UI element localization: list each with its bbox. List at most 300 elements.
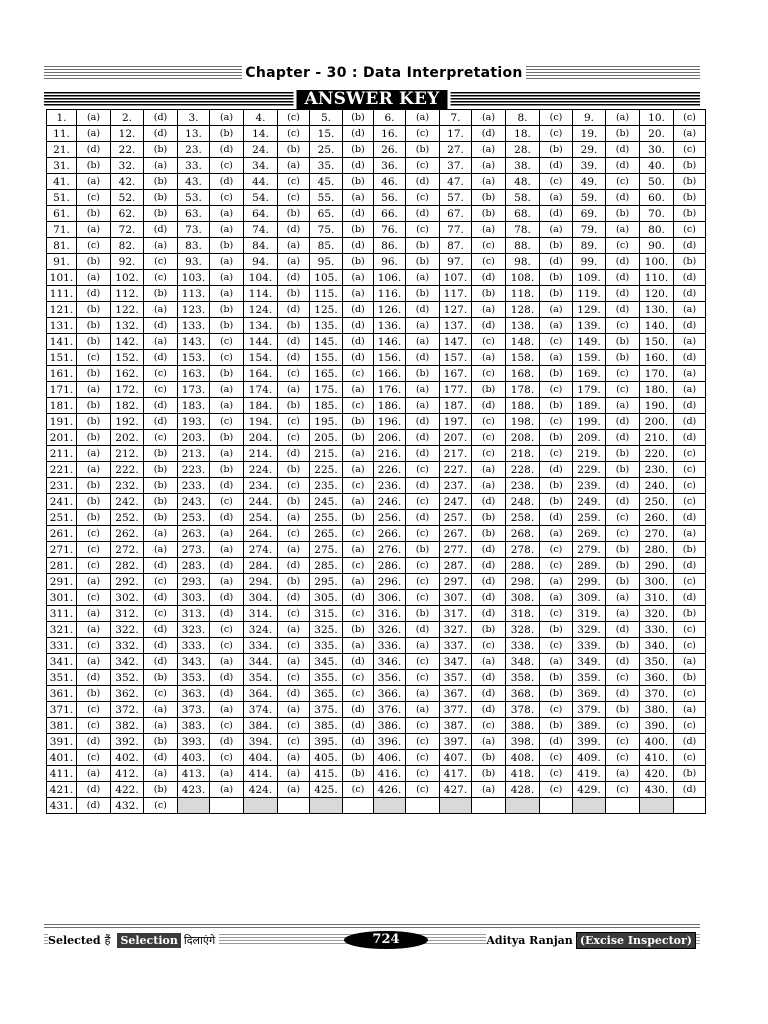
answer-option: (b) (210, 238, 244, 254)
question-number: 145. (310, 334, 343, 350)
answer-option: (d) (144, 750, 178, 766)
question-number: 368. (506, 686, 540, 702)
answer-option: (d) (540, 206, 573, 222)
question-number: 324. (244, 622, 278, 638)
question-number: 336. (374, 638, 406, 654)
answer-option: (a) (540, 590, 573, 606)
answer-row (47, 654, 706, 670)
footer-author (486, 931, 696, 949)
answer-option: (d) (343, 734, 374, 750)
answer-option: (c) (210, 190, 244, 206)
question-number: 227. (440, 462, 472, 478)
question-number: 181. (47, 398, 77, 414)
question-number: 84. (244, 238, 278, 254)
answer-option: (b) (472, 750, 506, 766)
question-number: 419. (573, 766, 606, 782)
question-number: 224. (244, 462, 278, 478)
question-number: 58. (506, 190, 540, 206)
question-number: 190. (640, 398, 674, 414)
answer-option: (b) (472, 382, 506, 398)
question-number: 301. (47, 590, 77, 606)
answer-option: (d) (144, 414, 178, 430)
question-number: 15. (310, 126, 343, 142)
answer-option: (c) (540, 382, 573, 398)
question-number: 288. (506, 558, 540, 574)
answer-option: (c) (540, 558, 573, 574)
question-number: 267. (440, 526, 472, 542)
question-number: 116. (374, 286, 406, 302)
answer-option: (c) (343, 782, 374, 798)
answer-option: (a) (77, 766, 111, 782)
answer-option: (a) (674, 526, 706, 542)
answer-option: (d) (472, 126, 506, 142)
question-number: 351. (47, 670, 77, 686)
question-number: 270. (640, 526, 674, 542)
question-number: 425. (310, 782, 343, 798)
answer-option: (c) (606, 782, 640, 798)
question-number: 255. (310, 510, 343, 526)
question-number: 199. (573, 414, 606, 430)
question-number: 408. (506, 750, 540, 766)
answer-option: (c) (674, 142, 706, 158)
question-number: 275. (310, 542, 343, 558)
answer-row (47, 446, 706, 462)
question-number: 348. (506, 654, 540, 670)
answer-option: (c) (210, 622, 244, 638)
question-number: 21. (47, 142, 77, 158)
answer-option (406, 798, 440, 814)
question-number: 61. (47, 206, 77, 222)
answer-option: (d) (674, 414, 706, 430)
question-number: 30. (640, 142, 674, 158)
answer-option: (b) (343, 622, 374, 638)
answer-row (47, 302, 706, 318)
answer-option: (c) (540, 174, 573, 190)
question-number: 416. (374, 766, 406, 782)
question-number: 162. (111, 366, 144, 382)
question-number: 239. (573, 478, 606, 494)
question-number: 179. (573, 382, 606, 398)
answer-option: (c) (406, 462, 440, 478)
question-number: 413. (178, 766, 210, 782)
answer-option: (d) (343, 334, 374, 350)
question-number: 337. (440, 638, 472, 654)
answer-option (278, 798, 310, 814)
question-number: 390. (640, 718, 674, 734)
question-number: 71. (47, 222, 77, 238)
answer-row (47, 350, 706, 366)
question-number: 212. (111, 446, 144, 462)
answer-option: (c) (472, 238, 506, 254)
question-number: 426. (374, 782, 406, 798)
question-number: 374. (244, 702, 278, 718)
answer-option: (b) (144, 494, 178, 510)
question-number: 108. (506, 270, 540, 286)
answer-option: (c) (472, 638, 506, 654)
answer-row (47, 526, 706, 542)
question-number: 305. (310, 590, 343, 606)
answer-option: (a) (472, 654, 506, 670)
answer-option: (a) (472, 142, 506, 158)
question-number: 318. (506, 606, 540, 622)
answer-option: (c) (278, 414, 310, 430)
question-number: 292. (111, 574, 144, 590)
answer-option: (b) (144, 174, 178, 190)
answer-option: (a) (278, 382, 310, 398)
answer-option: (a) (77, 222, 111, 238)
question-number: 415. (310, 766, 343, 782)
answer-option: (b) (77, 398, 111, 414)
answer-option: (a) (210, 286, 244, 302)
question-number: 51. (47, 190, 77, 206)
question-number: 411. (47, 766, 77, 782)
answer-option (606, 798, 640, 814)
question-number: 428. (506, 782, 540, 798)
question-number: 194. (244, 414, 278, 430)
answer-option: (b) (278, 494, 310, 510)
answer-option: (d) (406, 446, 440, 462)
answer-row (47, 238, 706, 254)
question-number: 233. (178, 478, 210, 494)
question-number: 56. (374, 190, 406, 206)
question-number: 253. (178, 510, 210, 526)
answer-option: (d) (540, 254, 573, 270)
answer-option: (a) (472, 350, 506, 366)
answer-option: (d) (472, 494, 506, 510)
question-number: 423. (178, 782, 210, 798)
question-number: 276. (374, 542, 406, 558)
answer-option: (c) (77, 542, 111, 558)
question-number: 371. (47, 702, 77, 718)
question-number: 242. (111, 494, 144, 510)
answer-option: (a) (144, 766, 178, 782)
question-number: 25. (310, 142, 343, 158)
question-number: 402. (111, 750, 144, 766)
question-number: 387. (440, 718, 472, 734)
answer-key-table (46, 109, 706, 814)
question-number: 128. (506, 302, 540, 318)
question-number: 326. (374, 622, 406, 638)
answer-option: (a) (606, 398, 640, 414)
answer-row (47, 318, 706, 334)
question-number: 143. (178, 334, 210, 350)
question-number: 220. (640, 446, 674, 462)
question-number: 170. (640, 366, 674, 382)
answer-option: (b) (77, 206, 111, 222)
answer-option: (d) (278, 270, 310, 286)
answer-option: (c) (540, 414, 573, 430)
answer-option: (d) (77, 142, 111, 158)
answer-option: (b) (606, 702, 640, 718)
answer-option: (c) (77, 190, 111, 206)
question-number: 166. (374, 366, 406, 382)
answer-option: (c) (674, 222, 706, 238)
answer-row (47, 750, 706, 766)
answer-option: (c) (343, 606, 374, 622)
question-number: 309. (573, 590, 606, 606)
question-number: 32. (111, 158, 144, 174)
question-number: 164. (244, 366, 278, 382)
answer-option: (c) (278, 366, 310, 382)
answer-option: (a) (210, 574, 244, 590)
question-number: 340. (640, 638, 674, 654)
answer-option: (b) (343, 110, 374, 126)
answer-option: (c) (406, 654, 440, 670)
answer-option: (d) (343, 238, 374, 254)
question-number: 46. (374, 174, 406, 190)
answer-option: (c) (343, 558, 374, 574)
answer-option: (d) (606, 622, 640, 638)
question-number: 400. (640, 734, 674, 750)
question-number: 391. (47, 734, 77, 750)
question-number: 23. (178, 142, 210, 158)
question-number: 420. (640, 766, 674, 782)
slogan-hindi-hain: हैं (104, 933, 111, 947)
question-number: 155. (310, 350, 343, 366)
answer-row (47, 574, 706, 590)
question-number: 200. (640, 414, 674, 430)
question-number: 380. (640, 702, 674, 718)
question-number: 308. (506, 590, 540, 606)
question-number (640, 798, 674, 814)
answer-option: (d) (472, 670, 506, 686)
answer-option: (b) (343, 174, 374, 190)
question-number: 187. (440, 398, 472, 414)
answer-option: (c) (210, 334, 244, 350)
answer-option (472, 798, 506, 814)
answer-option: (d) (144, 622, 178, 638)
answer-option: (b) (144, 462, 178, 478)
answer-option: (c) (406, 126, 440, 142)
answer-option: (b) (210, 318, 244, 334)
question-number: 357. (440, 670, 472, 686)
question-number: 72. (111, 222, 144, 238)
answer-option: (a) (278, 766, 310, 782)
answer-option: (b) (606, 446, 640, 462)
question-number: 120. (640, 286, 674, 302)
question-number: 329. (573, 622, 606, 638)
answer-option: (c) (674, 622, 706, 638)
answer-option: (a) (210, 254, 244, 270)
author-name: Aditya Ranjan (486, 933, 573, 947)
question-number: 235. (310, 478, 343, 494)
answer-option: (a) (406, 334, 440, 350)
question-number: 97. (440, 254, 472, 270)
answer-option: (d) (278, 334, 310, 350)
question-number: 396. (374, 734, 406, 750)
question-number: 277. (440, 542, 472, 558)
answer-row (47, 606, 706, 622)
question-number: 215. (310, 446, 343, 462)
question-number: 17. (440, 126, 472, 142)
answer-option: (d) (606, 158, 640, 174)
question-number: 28. (506, 142, 540, 158)
answer-option: (a) (144, 158, 178, 174)
question-number: 33. (178, 158, 210, 174)
question-number: 266. (374, 526, 406, 542)
answer-option: (c) (674, 110, 706, 126)
answer-option: (d) (278, 222, 310, 238)
answer-option: (b) (406, 542, 440, 558)
answer-option: (a) (210, 766, 244, 782)
question-number: 6. (374, 110, 406, 126)
answer-option: (d) (472, 686, 506, 702)
question-number: 196. (374, 414, 406, 430)
question-number: 157. (440, 350, 472, 366)
question-number: 332. (111, 638, 144, 654)
question-number: 366. (374, 686, 406, 702)
answer-option: (c) (144, 686, 178, 702)
question-number: 64. (244, 206, 278, 222)
answer-option: (d) (406, 430, 440, 446)
question-number: 406. (374, 750, 406, 766)
answer-option: (d) (674, 510, 706, 526)
answer-option: (a) (674, 382, 706, 398)
answer-option: (d) (77, 782, 111, 798)
answer-option: (d) (674, 350, 706, 366)
answer-option: (c) (278, 430, 310, 446)
question-number: 192. (111, 414, 144, 430)
question-number: 65. (310, 206, 343, 222)
answer-option: (a) (343, 446, 374, 462)
answer-option: (a) (540, 222, 573, 238)
question-number: 111. (47, 286, 77, 302)
question-number: 287. (440, 558, 472, 574)
answer-option: (c) (674, 750, 706, 766)
question-number: 173. (178, 382, 210, 398)
question-number: 169. (573, 366, 606, 382)
question-number: 264. (244, 526, 278, 542)
question-number: 271. (47, 542, 77, 558)
answer-option: (c) (210, 350, 244, 366)
question-number: 54. (244, 190, 278, 206)
question-number: 109. (573, 270, 606, 286)
question-number: 317. (440, 606, 472, 622)
answer-option: (a) (472, 478, 506, 494)
answer-option: (b) (540, 478, 573, 494)
question-number: 92. (111, 254, 144, 270)
question-number: 29. (573, 142, 606, 158)
answer-option: (b) (674, 254, 706, 270)
question-number: 302. (111, 590, 144, 606)
answer-option (343, 798, 374, 814)
question-number: 102. (111, 270, 144, 286)
question-number: 385. (310, 718, 343, 734)
question-number: 243. (178, 494, 210, 510)
question-number: 237. (440, 478, 472, 494)
answer-option: (b) (343, 222, 374, 238)
question-number: 44. (244, 174, 278, 190)
question-number: 147. (440, 334, 472, 350)
question-number: 172. (111, 382, 144, 398)
answer-option: (b) (674, 766, 706, 782)
answer-option: (d) (472, 398, 506, 414)
question-number: 104. (244, 270, 278, 286)
question-number: 42. (111, 174, 144, 190)
question-number: 77. (440, 222, 472, 238)
question-number: 171. (47, 382, 77, 398)
question-number: 75. (310, 222, 343, 238)
question-number: 55. (310, 190, 343, 206)
answer-option: (c) (77, 350, 111, 366)
answer-option: (b) (278, 574, 310, 590)
question-number: 35. (310, 158, 343, 174)
answer-option: (a) (540, 318, 573, 334)
answer-option: (d) (472, 558, 506, 574)
answer-option: (b) (674, 670, 706, 686)
question-number: 41. (47, 174, 77, 190)
question-number: 328. (506, 622, 540, 638)
question-number: 410. (640, 750, 674, 766)
question-number: 10. (640, 110, 674, 126)
answer-option: (c) (540, 542, 573, 558)
answer-option: (b) (540, 622, 573, 638)
answer-option: (b) (406, 142, 440, 158)
question-number: 140. (640, 318, 674, 334)
answer-row (47, 414, 706, 430)
answer-option: (c) (606, 366, 640, 382)
question-number: 158. (506, 350, 540, 366)
answer-option: (d) (210, 734, 244, 750)
answer-option: (c) (210, 750, 244, 766)
answer-option: (c) (343, 366, 374, 382)
answer-row (47, 190, 706, 206)
answer-option: (d) (210, 558, 244, 574)
answer-row (47, 510, 706, 526)
question-number: 307. (440, 590, 472, 606)
answer-option: (a) (540, 190, 573, 206)
answer-option: (d) (343, 590, 374, 606)
answer-option (540, 798, 573, 814)
answer-option: (a) (210, 398, 244, 414)
answer-option: (c) (406, 222, 440, 238)
answer-option: (b) (674, 158, 706, 174)
question-number: 115. (310, 286, 343, 302)
question-number: 80. (640, 222, 674, 238)
answer-option: (d) (210, 510, 244, 526)
question-number: 345. (310, 654, 343, 670)
question-number: 342. (111, 654, 144, 670)
question-number: 350. (640, 654, 674, 670)
question-number: 232. (111, 478, 144, 494)
answer-option: (c) (540, 702, 573, 718)
answer-option: (d) (278, 686, 310, 702)
answer-option: (c) (278, 110, 310, 126)
answer-option: (c) (343, 670, 374, 686)
answer-option: (a) (77, 126, 111, 142)
question-number: 304. (244, 590, 278, 606)
answer-row (47, 334, 706, 350)
answer-option: (d) (606, 142, 640, 158)
answer-option: (c) (472, 366, 506, 382)
question-number: 229. (573, 462, 606, 478)
answer-option: (a) (472, 782, 506, 798)
answer-option: (c) (210, 494, 244, 510)
question-number: 20. (640, 126, 674, 142)
question-number: 1. (47, 110, 77, 126)
answer-option: (a) (278, 782, 310, 798)
question-number: 404. (244, 750, 278, 766)
answer-option: (a) (406, 382, 440, 398)
question-number: 392. (111, 734, 144, 750)
question-number: 76. (374, 222, 406, 238)
answer-option: (c) (77, 558, 111, 574)
answer-option: (d) (606, 494, 640, 510)
answer-option: (b) (278, 286, 310, 302)
question-number: 367. (440, 686, 472, 702)
question-number: 5. (310, 110, 343, 126)
answer-row (47, 222, 706, 238)
